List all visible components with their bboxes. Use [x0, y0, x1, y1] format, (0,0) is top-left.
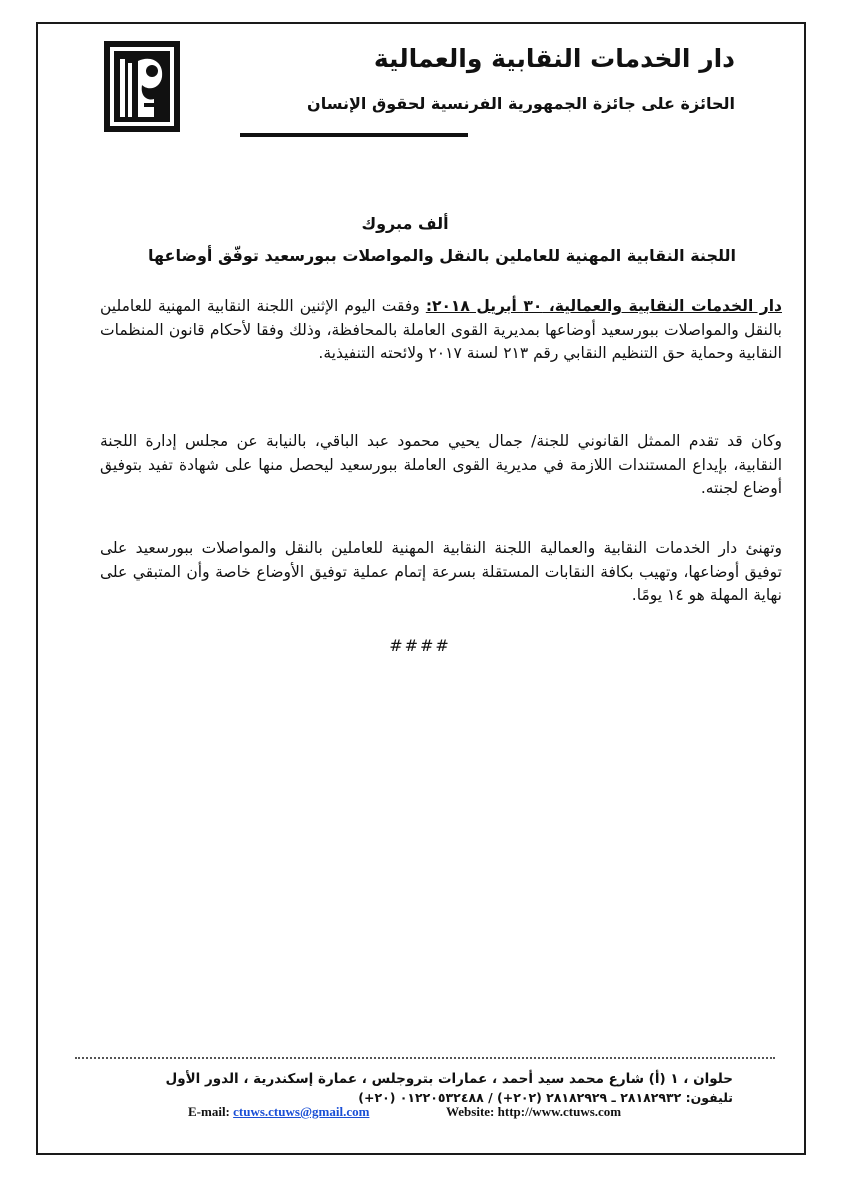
website-contact	[446, 1104, 621, 1120]
document-headline: اللجنة النقابية المهنية للعاملين بالنقل والمواصلات ببورسعيد توفّق أوضاعها	[147, 246, 736, 265]
footer-phone: تليفون: ٢٨١٨٢٩٣٢ ـ ٢٨١٨٢٩٢٩ (٢٠٢+) / ٠١٢٢٠٥٣٢٤٨٨ (٢٠+)	[358, 1090, 733, 1105]
header-divider	[240, 133, 468, 137]
paragraph-3: وتهنئ دار الخدمات النقابية والعمالية اللجنة النقابية المهنية للعاملين بالنقل والمواصلات ببورسعيد على توفيق أوضاعها، وتهيب بكافة النقابات المستقلة بسرعة إتمام عملية توفيق الأوضاع خاصة وأن المتبقي على نهاية المهلة هو ١٤ يومًا.	[100, 539, 782, 604]
document-title: ألف مبروك	[361, 214, 449, 233]
organization-subtitle: الحائزة على جائزة الجمهورية الفرنسية لحقوق الإنسان	[307, 94, 735, 113]
paragraph-1-body: وفقت اليوم الإثنين اللجنة النقابية المهنية للعاملين بالنقل والمواصلات ببورسعيد أوضاعها بمديرية القوى العاملة بالمحافظة، وذلك وفقا لأحكام قانون المنظمات النقابية وحماية حق التنظيم النقابي رقم ٢١٣ لسنة ٢٠١٧ ولائحته التنفيذية.	[100, 297, 782, 362]
paragraph-1-dateline: دار الخدمات النقابية والعمالية، ٣٠ أبريل ٢٠١٨:	[425, 297, 782, 315]
organization-logo	[104, 41, 180, 132]
footer-divider	[75, 1057, 775, 1059]
footer-contacts	[188, 1104, 728, 1120]
website-link[interactable]: http://www.ctuws.com	[497, 1104, 622, 1119]
paragraph-2: وكان قد تقدم الممثل القانوني للجنة/ جمال يحيي محمود عبد الباقي، بالنيابة عن مجلس إدارة اللجنة النقابية، بإيداع المستندات اللازمة في مديرية القوى العاملة ببورسعيد ليحصل منها على شهادة تفيد بتوفيق أوضاع لجنته.	[100, 432, 782, 497]
footer-address: حلوان ، ١ (أ) شارع محمد سيد أحمد ، عمارات بتروجلس ، عمارة إسكندرية ، الدور الأول	[165, 1071, 733, 1087]
email-link[interactable]: ctuws.ctuws@gmail.com	[233, 1104, 370, 1119]
organization-name: دار الخدمات النقابية والعمالية	[373, 44, 735, 73]
end-mark: ####	[389, 636, 451, 655]
email-label: E-mail:	[188, 1104, 234, 1119]
website-label: Website:	[446, 1104, 498, 1119]
paragraph-1	[100, 295, 782, 366]
